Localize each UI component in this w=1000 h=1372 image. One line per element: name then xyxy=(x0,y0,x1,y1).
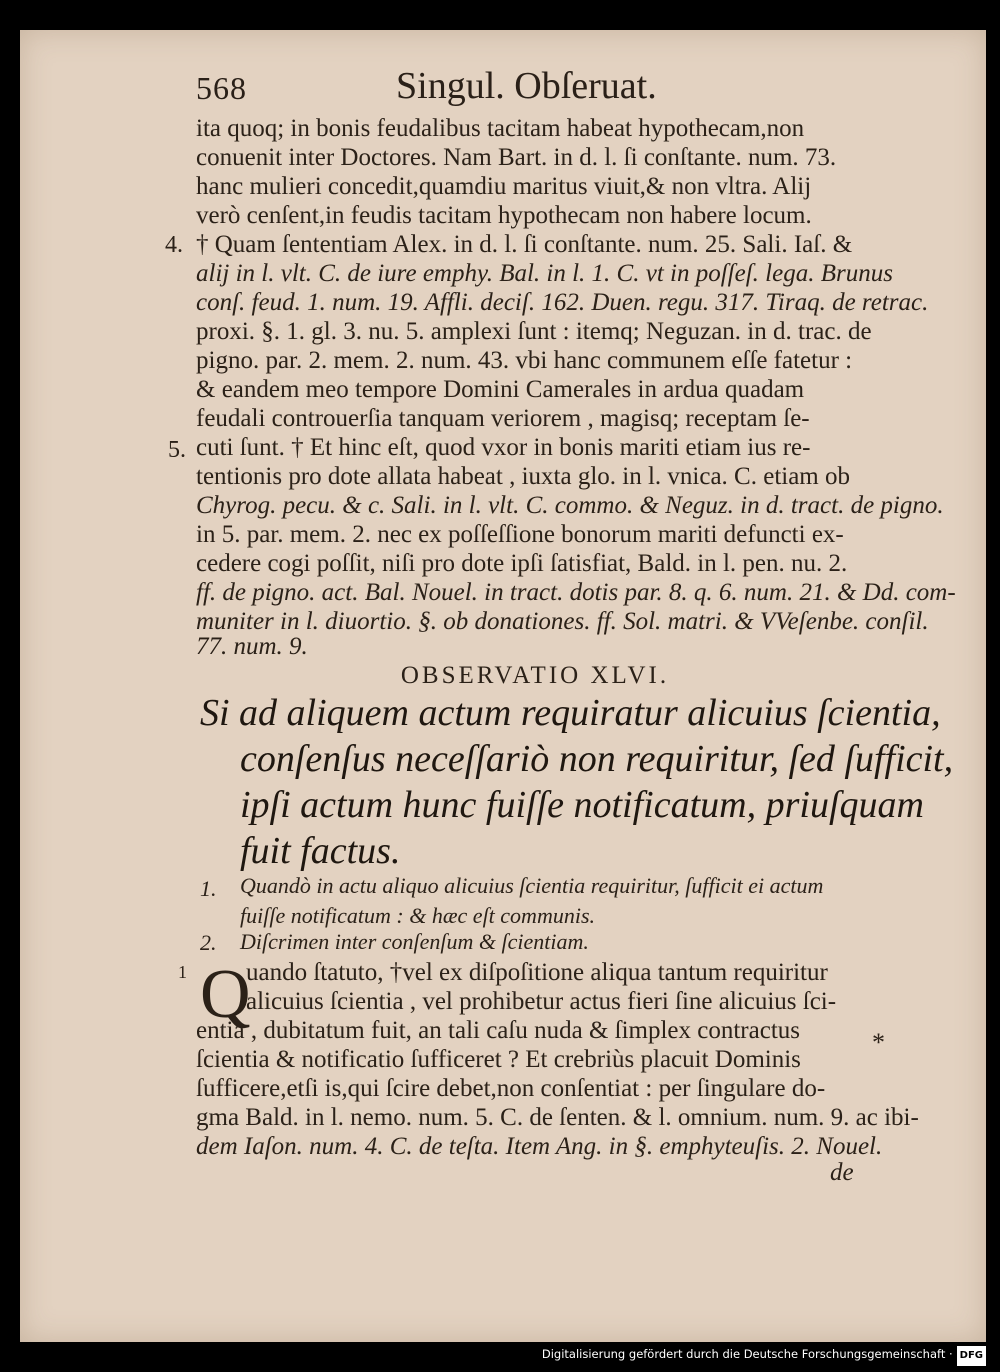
text-line: ff. de pigno. act. Bal. Nouel. in tract. dotis par. 8. q. 6. num. 21. & Dd. com- xyxy=(196,579,956,606)
margin-number: 4. xyxy=(165,232,183,258)
summary-item: Diſcrimen inter conſenſum & ſcientiam. xyxy=(240,929,589,954)
text-line: uando ſtatuto, †vel ex diſpoſitione aliqua tantum requiritur xyxy=(246,959,828,986)
summary-item-number: 2. xyxy=(200,930,217,955)
dfg-logo: DFG xyxy=(957,1346,986,1366)
text-line: proxi. §. 1. gl. 3. nu. 5. amplexi ſunt : itemq; Neguzan. in d. trac. de xyxy=(196,318,872,345)
text-line: feudali controuerſia tanquam veriorem , magisq; receptam ſe- xyxy=(196,405,810,432)
text-line: in 5. par. mem. 2. nec ex poſſeſſione bonorum mariti defuncti ex- xyxy=(196,521,844,548)
text-line: alicuius ſcientia , vel prohibetur actus fieri ſine alicuius ſci- xyxy=(246,988,837,1015)
text-line: ita quoq; in bonis feudalibus tacitam habeat hypothecam,non xyxy=(196,115,805,142)
text-line: conuenit inter Doctores. Nam Bart. in d. l. ſi conſtante. num. 73. xyxy=(196,144,837,171)
summary-line: conſenſus neceſſariò non requiritur, ſed ſufficit, xyxy=(240,738,954,780)
text-line: ſcientia & notificatio ſufficeret ? Et crebriùs placuit Dominis xyxy=(196,1046,801,1073)
text-line: & eandem meo tempore Domini Camerales in ardua quadam xyxy=(196,376,805,403)
text-line: dem Iaſon. num. 4. C. de teſta. Item Ang. in §. emphyteuſis. 2. Nouel. xyxy=(196,1133,883,1160)
page-header xyxy=(196,64,876,114)
text-line: gma Bald. in l. nemo. num. 5. C. de ſenten. & l. omnium. num. 9. ac ibi- xyxy=(196,1104,919,1131)
text-line: pigno. par. 2. mem. 2. num. 43. vbi hanc communem eſſe fatetur : xyxy=(196,347,853,374)
summary-line: ipſi actum hunc fuiſſe notificatum, priuſquam xyxy=(240,784,924,826)
summary-item-number: 1. xyxy=(200,876,217,901)
margin-number: 1 xyxy=(178,962,187,982)
text-line: alij in l. vlt. C. de iure emphy. Bal. in l. 1. C. vt in poſſeſ. lega. Brunus xyxy=(196,260,893,287)
drop-cap: Q xyxy=(200,956,251,1033)
text-line: entia , dubitatum fuit, an tali caſu nuda & ſimplex contractus xyxy=(196,1017,801,1044)
text-line: muniter in l. diuortio. §. ob donationes. ff. Sol. matri. & VVeſenbe. conſil. xyxy=(196,608,929,635)
text-line: † Quam ſententiam Alex. in d. l. ſi conſtante. num. 25. Sali. Iaſ. & xyxy=(196,231,853,258)
margin-asterisk: * xyxy=(872,1028,885,1057)
text-line: cedere cogi poſſit, niſi pro dote ipſi ſatisfiat, Bald. in l. pen. nu. 2. xyxy=(196,550,848,577)
summary-item: fuiſſe notificatum : & hæc eſt communis. xyxy=(240,903,596,928)
text-line: ſufficere,etſi is,qui ſcire debet,non conſentiat : per ſingulare do- xyxy=(196,1075,826,1102)
summary-line: Si ad aliquem actum requiratur alicuius ſcientia, xyxy=(200,692,941,734)
text-line: Chyrog. pecu. & c. Sali. in l. vlt. C. commo. & Neguz. in d. tract. de pigno. xyxy=(196,492,944,519)
footer-credit xyxy=(542,1344,986,1364)
footer-text: Digitalisierung gefördert durch die Deutsche Forschungsgemeinschaft · xyxy=(541,1347,953,1361)
text-line: verò cenſent,in feudis tacitam hypothecam non habere locum. xyxy=(196,202,812,229)
catchword: de xyxy=(830,1159,854,1186)
running-title: Singul. Obſeruat. xyxy=(396,65,657,107)
text-line: hanc mulieri concedit,quamdiu maritus viuit,& non vltra. Alij xyxy=(196,173,812,200)
text-line: 77. num. 9. xyxy=(196,633,308,660)
text-line: conſ. feud. 1. num. 19. Affli. deciſ. 162. Duen. regu. 317. Tiraq. de retrac. xyxy=(196,289,929,316)
page-number: 568 xyxy=(196,70,247,106)
section-heading: OBSERVATIO XLVI. xyxy=(400,662,670,689)
summary-item: Quandò in actu aliquo alicuius ſcientia requiritur, ſufficit ei actum xyxy=(240,873,824,898)
text-line: cuti ſunt. † Et hinc eſt, quod vxor in bonis mariti etiam ius re- xyxy=(196,434,811,461)
summary-line: fuit factus. xyxy=(240,830,401,872)
text-line: tentionis pro dote allata habeat , iuxta glo. in l. vnica. C. etiam ob xyxy=(196,463,851,490)
margin-number: 5. xyxy=(168,437,186,463)
